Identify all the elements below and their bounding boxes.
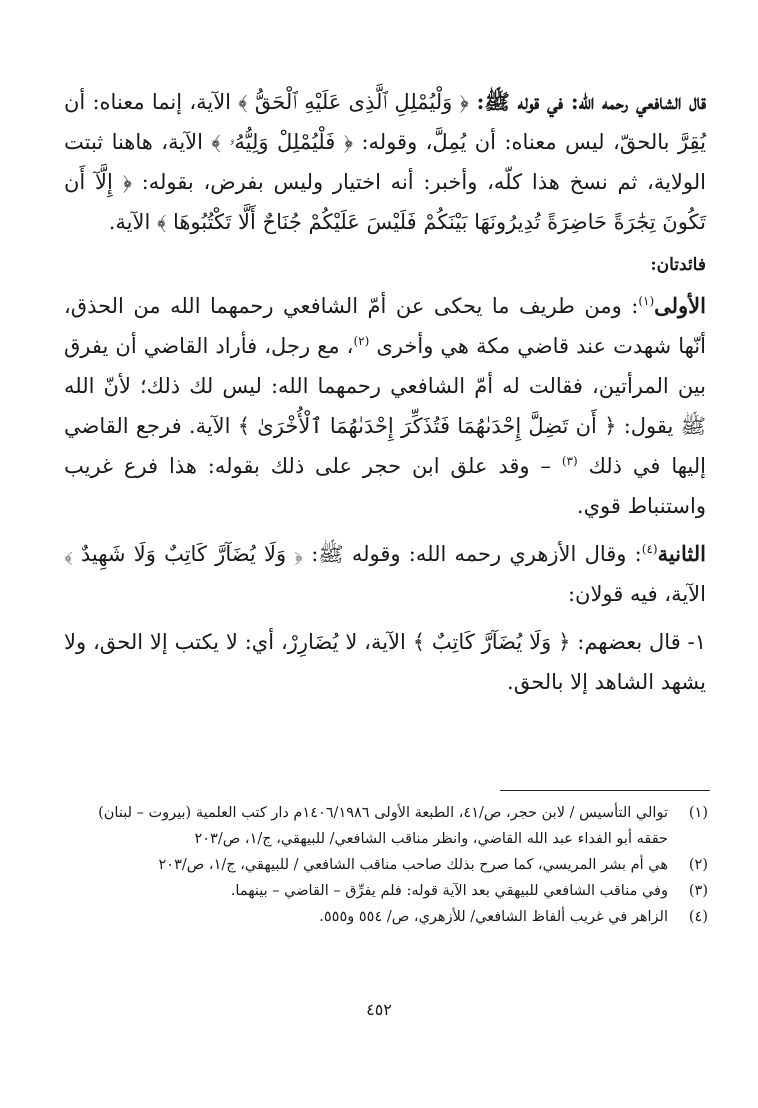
footnote-item [64, 852, 708, 878]
paragraph-text: : ومن طريف ما يحكى عن أمّ الشافعي رحمهما الله من الحذق، أنّها شهدت عند قاضي مكة هي وأخرى [64, 294, 706, 358]
footnote-ref[interactable]: (٢) [353, 334, 370, 348]
footnote-text: هي أم بشر المريسي، كما صرح بذلك صاحب مناقب الشافعي / للبيهقي، ج/١، ص/٢٠٣ [158, 857, 668, 873]
paragraph-text: ﴿ وَلْيُمْلِلِ ٱلَّذِى عَلَيْهِ ٱلْحَقُّ ﴾ الآية، إنما معناه: أن يُقِرَّ بالحقّ، ليس معناه: أن يُمِلَّ، وقوله: ﴿ فَلْيُمْلِلْ وَلِيُّهُۥ ﴾ الآية، هاهنا ثبتت الولاية، ثم نسخ هذا كلّه، وأخبر: أنه اختيار وليس بفرض، بقوله: ﴿ إِلَّآ أَن تَكُونَ تِجَٰرَةً حَاضِرَةً تُدِيرُونَهَا بَيْنَكُمْ فَلَيْسَ عَلَيْكُمْ جُنَاحٌ أَلَّا تَكْتُبُوهَا ﴾ الآية. [64, 90, 706, 234]
page-number: ٤٥٢ [366, 1000, 392, 1019]
footnote-item [64, 904, 708, 930]
footnote-text: توالي التأسيس / لابن حجر، ص/٤١، الطبعة الأولى ١٤٠٦/١٩٨٦م دار كتب العلمية (بيروت – لبنان) حققه أبو الفداء عبد الله القاضي، وانظر مناقب الشافعي/ للبيهقي، ج/١، ص/٢٠٣ [98, 805, 668, 847]
footnote-ref[interactable]: (١) [638, 294, 655, 308]
paragraph-opinion-one [64, 622, 706, 702]
footnote-text: وفي مناقب الشافعي للبيهقي بعد الآية قوله: فلم يفرِّق – القاضي – بينهما. [230, 883, 668, 899]
paragraph-text: : وقال الأزهري رحمه الله: وقوله ﷺ: ﴿ وَلَا يُضَآرَّ كَاتِبٌ وَلَا شَهِيدٌ ﴾ الآية، فيه قولان: [64, 542, 706, 606]
footnote-item [64, 800, 708, 852]
footnote-text: الزاهر في غريب ألفاظ الشافعي/ للأزهري، ص/ ٥٥٤ و٥٥٥. [319, 909, 668, 925]
footnote-number: (١) [688, 805, 708, 821]
paragraph-second-benefit [64, 534, 706, 614]
footnotes [64, 800, 708, 930]
footnote-item [64, 878, 708, 904]
paragraph-lead: الأولى [654, 293, 706, 318]
paragraph-first-benefit [64, 286, 706, 526]
page-body [64, 82, 706, 710]
paragraph-text: ، مع رجل، فأراد القاضي أن يفرق بين المرأتين، فقالت له أمّ الشافعي رحمهما الله: ليس لك ذلك؛ لأنّ الله ﷺ يقول: ﴿ أَن تَضِلَّ إِحْدَىٰهُمَا فَتُذَكِّرَ إِحْدَىٰهُمَا ٱلْأُخْرَىٰ ﴾ الآية. فرجع القاضي إليها في ذلك [64, 334, 706, 478]
footnote-number: (٣) [688, 883, 708, 899]
section-heading: فائدتان: [650, 255, 706, 275]
paragraph-shafii-quote [64, 82, 706, 242]
footnote-ref[interactable]: (٤) [641, 542, 658, 556]
paragraph-lead: قال الشافعي رحمه الله: في قوله ﷺ: [468, 89, 706, 114]
footnote-number: (٢) [688, 857, 708, 873]
paragraph-text: ١- قال بعضهم: ﴿ وَلَا يُضَآرَّ كَاتِبٌ ﴾ الآية، لا يُضَارِرْ، أي: لا يكتب إلا الحق، ولا يشهد الشاهد إلا بالحق. [64, 630, 706, 694]
footnote-divider [500, 790, 710, 791]
paragraph-text: – وقد علق ابن حجر على ذلك بقوله: هذا فرع غريب واستنباط قوي. [64, 454, 706, 518]
paragraph-lead: الثانية [657, 541, 706, 566]
footnote-number: (٤) [688, 909, 708, 925]
footnote-ref[interactable]: (٣) [561, 454, 578, 468]
